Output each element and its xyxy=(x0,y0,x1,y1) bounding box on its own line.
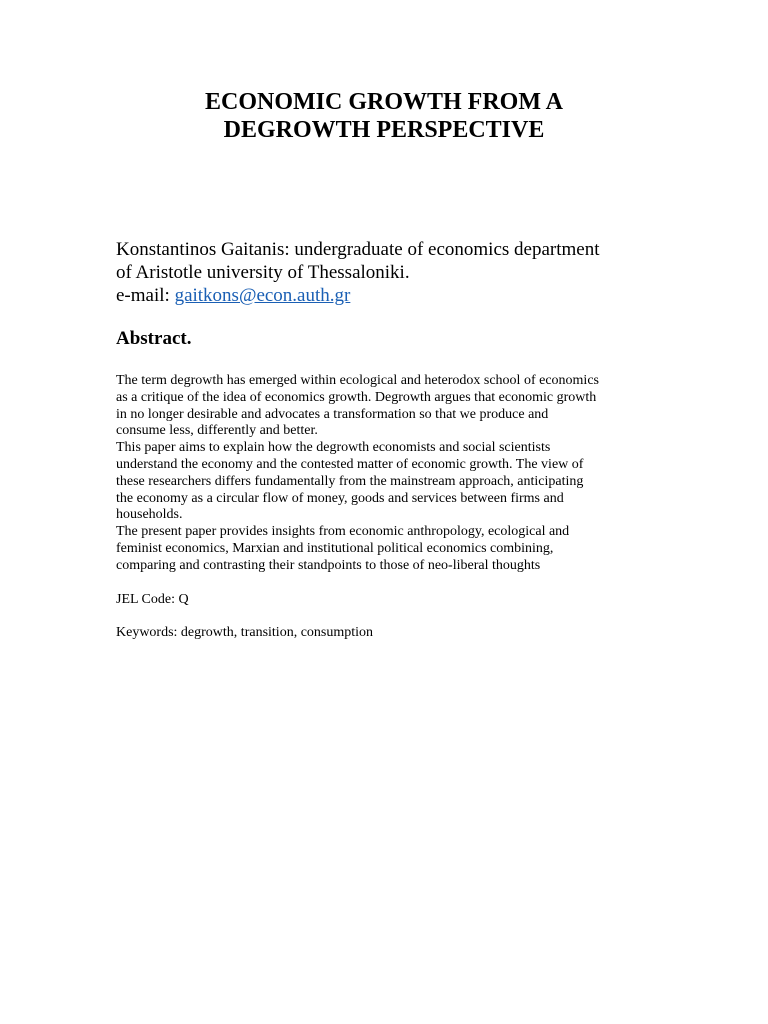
keywords: Keywords: degrowth, transition, consumption xyxy=(116,625,374,640)
email-label: e-mail: xyxy=(116,285,175,306)
abstract-line: The present paper provides insights from economic anthropology, ecological and xyxy=(116,524,570,540)
abstract-line: feminist economics, Marxian and institutional political economics combining, xyxy=(116,540,554,556)
abstract-line: This paper aims to explain how the degrowth economists and social scientists xyxy=(116,440,551,456)
abstract-body xyxy=(116,373,676,575)
abstract-line: households. xyxy=(116,507,183,523)
abstract-heading: Abstract. xyxy=(116,328,192,349)
jel-code: JEL Code: Q xyxy=(116,592,189,607)
author-info xyxy=(116,238,676,307)
abstract-line: comparing and contrasting their standpoints to those of neo-liberal thoughts xyxy=(116,557,541,573)
paper-title-line-1: ECONOMIC GROWTH FROM A xyxy=(205,89,563,115)
abstract-line: as a critique of the idea of economics growth. Degrowth argues that economic growth xyxy=(116,389,597,405)
paper-title xyxy=(0,88,768,144)
abstract-line: consume less, differently and better. xyxy=(116,423,318,439)
author-line-1: Konstantinos Gaitanis: undergraduate of economics department xyxy=(116,239,600,260)
paper-title-line-2: DEGROWTH PERSPECTIVE xyxy=(223,117,545,143)
abstract-line: the economy as a circular flow of money, goods and services between firms and xyxy=(116,490,564,506)
email-line xyxy=(116,284,676,307)
abstract-line: these researchers differs fundamentally from the mainstream approach, anticipating xyxy=(116,473,584,489)
abstract-line: in no longer desirable and advocates a transformation so that we produce and xyxy=(116,406,549,422)
abstract-line: understand the economy and the contested matter of economic growth. The view of xyxy=(116,456,584,472)
email-link[interactable]: gaitkons@econ.auth.gr xyxy=(174,285,351,306)
author-line-2: of Aristotle university of Thessaloniki. xyxy=(116,262,410,283)
abstract-line: The term degrowth has emerged within ecological and heterodox school of economics xyxy=(116,373,599,388)
